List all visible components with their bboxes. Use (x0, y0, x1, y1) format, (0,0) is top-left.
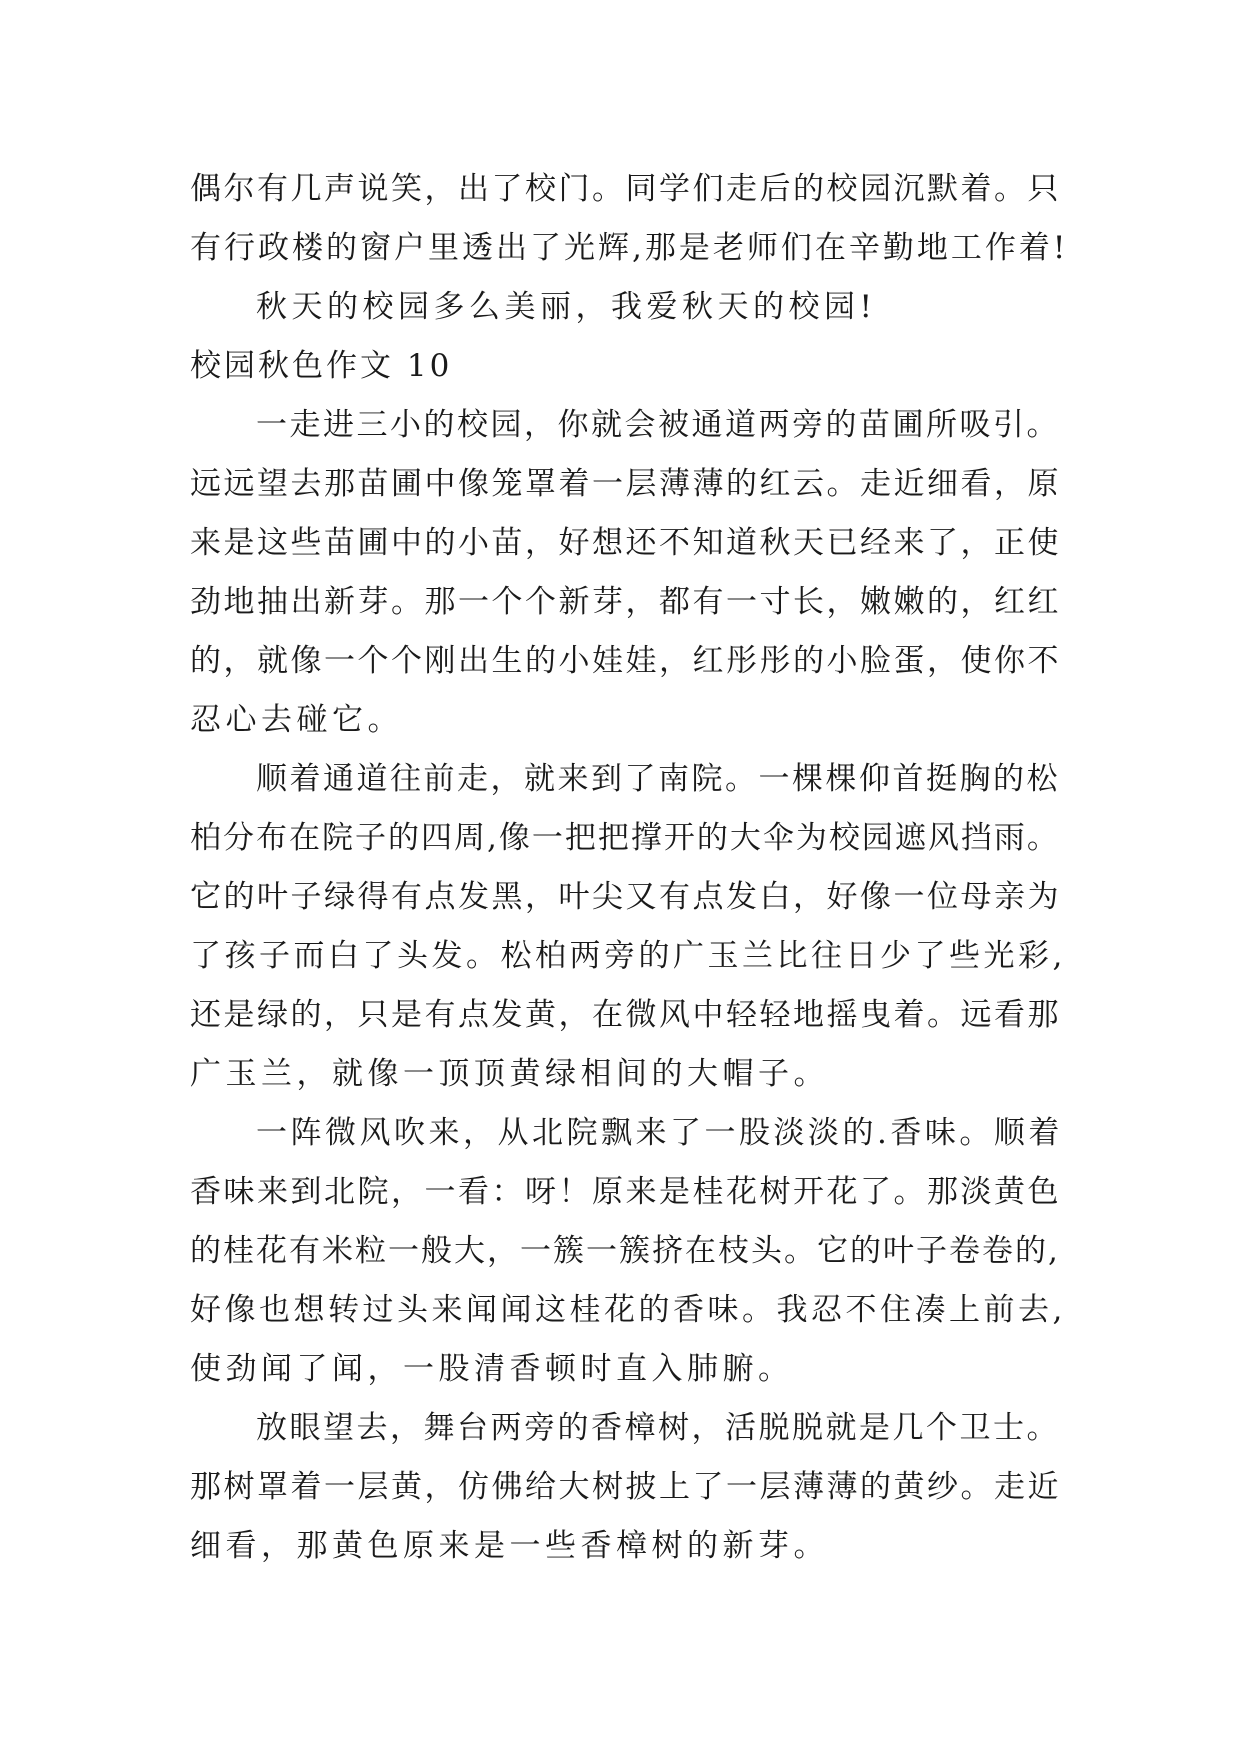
text-line: 它的叶子绿得有点发黑，叶尖又有点发白，好像一位母亲为 (190, 879, 1061, 915)
text-line: 劲地抽出新芽。那一个个新芽，都有一寸长，嫩嫩的，红红 (190, 584, 1061, 620)
text-line: 一阵微风吹来，从北院飘来了一股淡淡的.香味。顺着 (256, 1115, 1063, 1151)
text-line: 有行政楼的窗户里透出了光辉,那是老师们在辛勤地工作着! (190, 230, 1069, 266)
document-body (190, 160, 1070, 1576)
text-line: 放眼望去，舞台两旁的香樟树，活脱脱就是几个卫士。 (256, 1410, 1060, 1446)
text-line: 好像也想转过头来闻闻这桂花的香味。我忍不住凑上前去, (190, 1292, 1066, 1328)
text-line: 柏分布在院子的四周,像一把把撑开的大伞为校园遮风挡雨。 (190, 820, 1060, 856)
text-line: 一走进三小的校园，你就会被通道两旁的苗圃所吸引。 (256, 407, 1060, 443)
section-title: 校园秋色作文 10 (190, 348, 453, 384)
text-line: 那树罩着一层黄，仿佛给大树披上了一层薄薄的黄纱。走近 (190, 1469, 1061, 1505)
text-line: 使劲闻了闻，一股清香顿时直入肺腑。 (190, 1351, 794, 1387)
text-line: 来是这些苗圃中的小苗，好想还不知道秋天已经来了，正使 (190, 525, 1061, 561)
text-line: 广玉兰，就像一顶顶黄绿相间的大帽子。 (190, 1056, 829, 1092)
text-line: 的，就像一个个刚出生的小娃娃，红彤彤的小脸蛋，使你不 (190, 643, 1061, 679)
text-line: 了孩子而白了头发。松柏两旁的广玉兰比往日少了些光彩, (190, 938, 1066, 974)
text-line: 的桂花有米粒一般大，一簇一簇挤在枝头。它的叶子卷卷的, (190, 1233, 1060, 1269)
text-line: 香味来到北院，一看：呀！原来是桂花树开花了。那淡黄色 (190, 1174, 1061, 1210)
text-line: 秋天的校园多么美丽，我爱秋天的校园! (256, 289, 877, 325)
text-line: 细看，那黄色原来是一些香樟树的新芽。 (190, 1528, 829, 1564)
text-line: 远远望去那苗圃中像笼罩着一层薄薄的红云。走近细看，原 (190, 466, 1061, 502)
text-line: 顺着通道往前走，就来到了南院。一棵棵仰首挺胸的松 (256, 761, 1060, 797)
text-line: 还是绿的，只是有点发黄，在微风中轻轻地摇曳着。远看那 (190, 997, 1061, 1033)
text-line: 忍心去碰它。 (190, 702, 403, 738)
text-line: 偶尔有几声说笑，出了校门。同学们走后的校园沉默着。只 (190, 171, 1061, 207)
